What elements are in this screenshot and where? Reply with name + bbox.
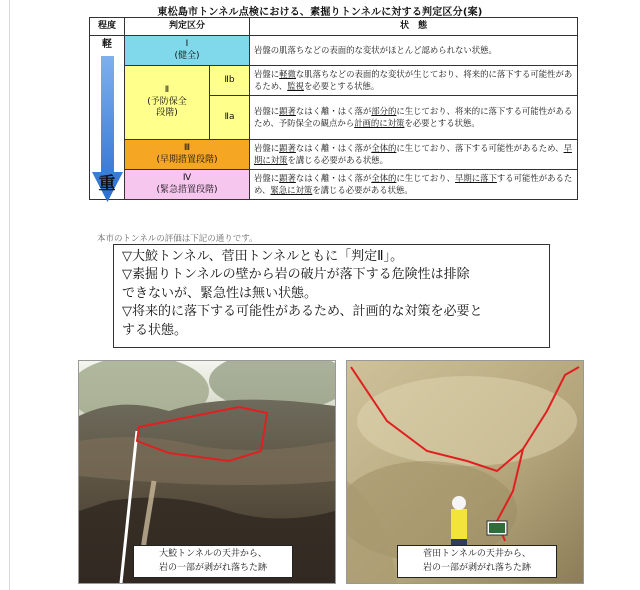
intro-text: 本市のトンネルの評価は下記の通りです。 (97, 234, 258, 244)
grade-1-label: Ⅰ (185, 38, 189, 49)
summary-line-3: できないが、緊急性は無い状態。 (122, 285, 318, 301)
caption-oozame-line-2: 岩の一部が剥がれ落ちた跡 (158, 562, 267, 573)
grade-4-name: (緊急措置段階) (156, 184, 218, 195)
degree-column (90, 36, 125, 200)
grade-1-name: (健全) (174, 50, 200, 61)
grade-2b-code: Ⅱb (210, 66, 250, 96)
header-category: 判定区分 (125, 18, 250, 36)
degree-heavy: 重 (98, 173, 116, 194)
grade-3-name: (早期措置段階) (156, 154, 218, 165)
header-state: 状 態 (250, 18, 578, 36)
grade-4-label: Ⅳ (182, 172, 192, 183)
grade-2-label: Ⅱ (164, 84, 170, 95)
grade-3-cell (125, 140, 250, 170)
grade-3-desc: 岩盤に顕著なはく離・はく落が全体的に生じており、落下する可能性があるため、早期に対策を講じる必要がある状態。 (250, 140, 578, 170)
grade-4-desc: 岩盤に顕著なはく離・はく落が全体的に生じており、早期に落下する可能性があるため、緊急に対策を講じる必要がある状態。 (250, 170, 578, 200)
grade-3-label: Ⅲ (183, 142, 191, 153)
summary-line-2: ▽素掘りトンネルの壁から岩の破片が落下する危険性は排除 (122, 267, 470, 283)
summary-line-4: ▽将来的に落下する可能性があるため、計画的な対策を必要と (122, 304, 483, 320)
grade-1-cell (125, 36, 250, 66)
caption-oozame (133, 545, 293, 578)
summary-line-5: する状態。 (122, 322, 188, 338)
grade-1-desc: 岩盤の肌落ちなどの表面的な変状がほとんど認められない状態。 (250, 36, 578, 66)
grade-2a-desc: 岩盤に顕著なはく離・はく落が部分的に生じており、将来的に落下する可能性があるため、予防保全の観点から計画的に対策を必要とする状態。 (250, 96, 578, 140)
degree-light: 軽 (102, 39, 112, 50)
grade-table (89, 17, 578, 200)
grade-4-cell (125, 170, 250, 200)
grade-2-name-1: (予防保全 (147, 96, 187, 107)
page-left-rule (9, 0, 10, 590)
grade-2-name-2: 段階) (156, 108, 178, 119)
grade-2a-code: Ⅱa (210, 96, 250, 140)
grade-2b-desc: 岩盤に軽微な肌落ちなどの表面的な変状が生じており、将来的に落下する可能性があるため、監視を必要とする状態。 (250, 66, 578, 96)
header-degree: 程度 (90, 18, 125, 36)
document-title: 東松島市トンネル点検における、素掘りトンネルに対する判定区分(案) (157, 7, 483, 18)
grade-2-cell (125, 66, 210, 140)
caption-oozame-line-1: 大鮫トンネルの天井から、 (159, 549, 267, 559)
summary-box (113, 244, 550, 348)
caption-sugata-line-1: 菅田トンネルの天井から、 (423, 549, 531, 559)
caption-sugata-line-2: 岩の一部が剥がれ落ちた跡 (422, 562, 531, 573)
caption-sugata (397, 545, 557, 578)
summary-line-1: ▽大鮫トンネル、菅田トンネルともに「判定Ⅱ」。 (122, 249, 404, 264)
